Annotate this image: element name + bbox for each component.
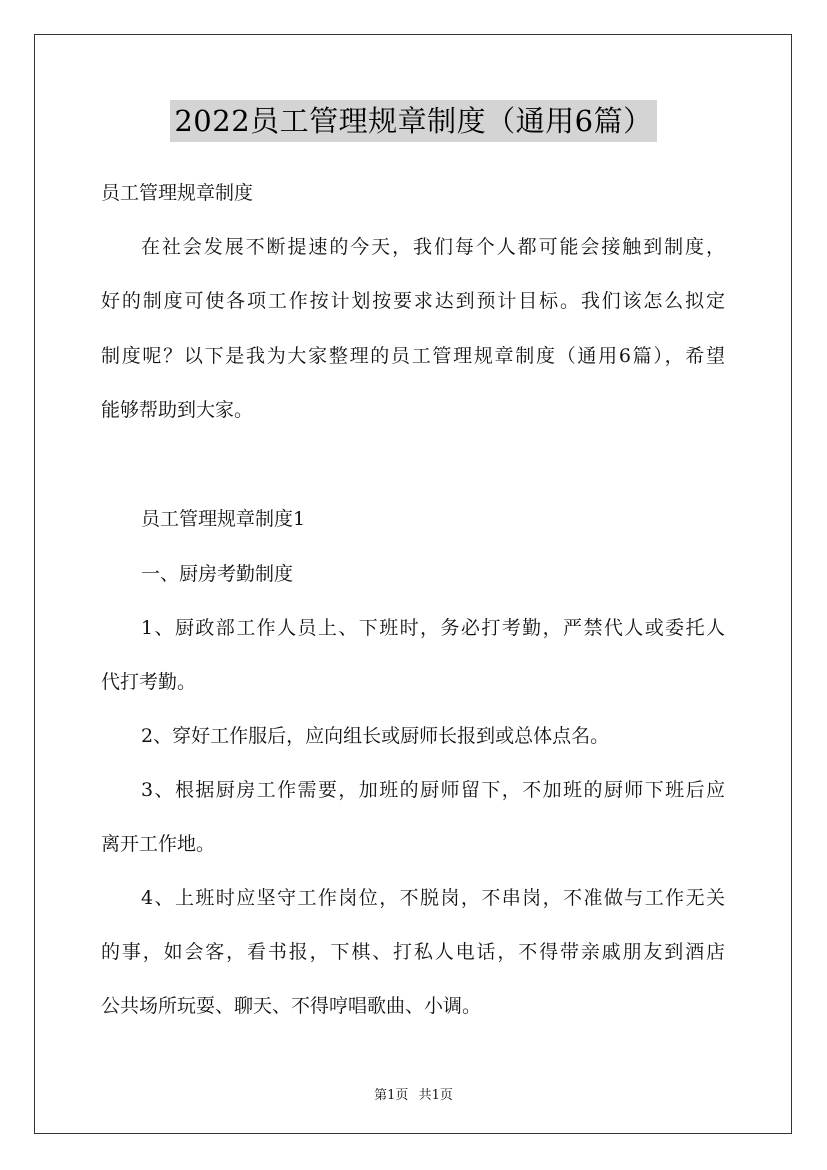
intro-line: 在社会发展不断提速的今天，我们每个人都可能会接触到制度， xyxy=(141,236,725,258)
rule-item-line: 代打考勤。 xyxy=(101,671,197,693)
intro-line: 制度呢？以下是我为大家整理的员工管理规章制度（通用6篇），希望 xyxy=(101,345,725,367)
rule-item-line: 2、穿好工作服后，应向组长或厨师长报到或总体点名。 xyxy=(141,725,610,747)
rule-item-line: 公共场所玩耍、聊天、不得哼唱歌曲、小调。 xyxy=(101,995,482,1017)
intro-line: 好的制度可使各项工作按计划按要求达到预计目标。我们该怎么拟定 xyxy=(101,290,725,312)
rule-item-line: 3、根据厨房工作需要，加班的厨师留下，不加班的厨师下班后应 xyxy=(141,779,725,801)
intro-line: 能够帮助到大家。 xyxy=(101,399,254,421)
page-footer xyxy=(0,1084,827,1103)
rule-item-line: 4、上班时应坚守工作岗位，不脱岗，不串岗，不准做与工作无关 xyxy=(141,887,725,909)
document-title: 2022员工管理规章制度（通用6篇） xyxy=(170,100,656,142)
rule-item-line: 的事，如会客，看书报，下棋、打私人电话，不得带亲戚朋友到酒店 xyxy=(101,941,725,963)
subsection-title: 一、厨房考勤制度 xyxy=(141,563,294,585)
page-number: 第1页 xyxy=(374,1088,409,1103)
page-total: 共1页 xyxy=(418,1088,453,1103)
document-heading: 员工管理规章制度 xyxy=(101,182,254,204)
section-title: 员工管理规章制度1 xyxy=(141,508,306,530)
rule-item-line: 1、厨政部工作人员上、下班时，务必打考勤，严禁代人或委托人 xyxy=(141,617,725,639)
title-container xyxy=(0,100,827,142)
rule-item-line: 离开工作地。 xyxy=(101,833,216,855)
